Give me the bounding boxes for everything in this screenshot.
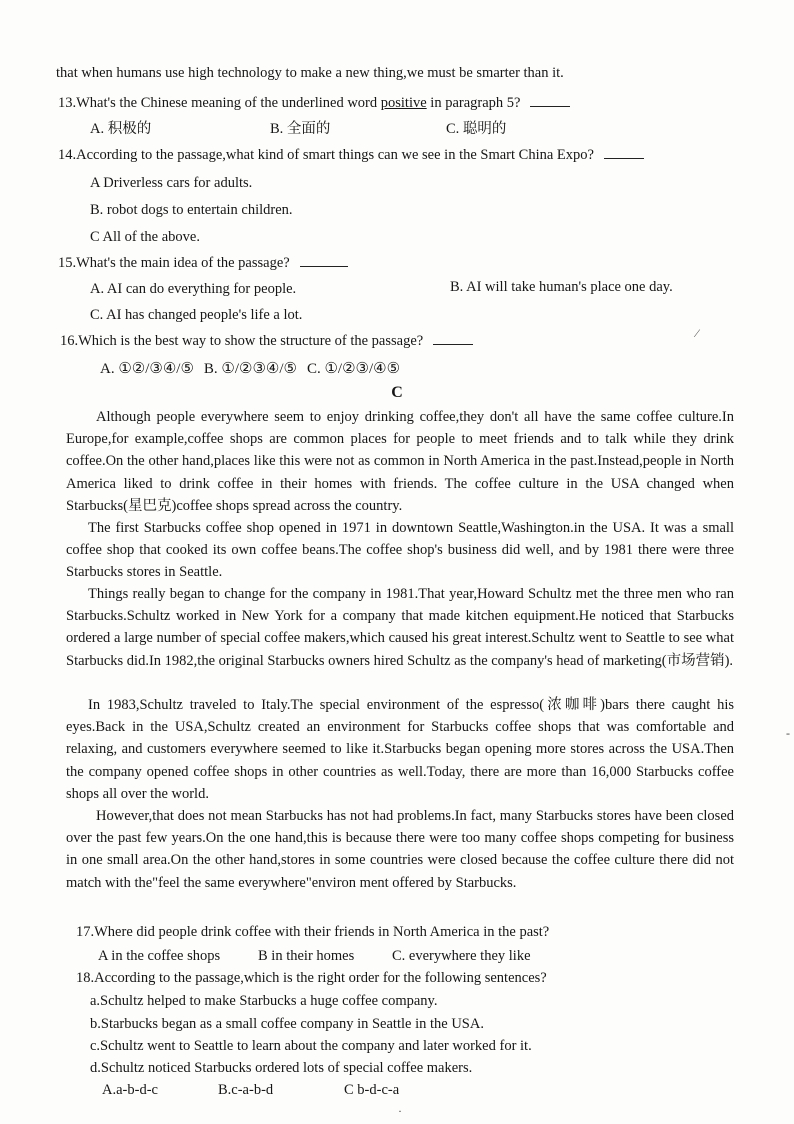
q17-option-b: B in their homes xyxy=(258,948,355,964)
q15-option-c: C. AI has changed people's life a lot. xyxy=(90,307,303,323)
passage-paragraph-1: Although people everywhere seem to enjoy drinking coffee,they don't all have the same coffee culture.In Europe,for example,coffee shops are common places for people to meet friends and to talk while they drink coffee.On the other hand,places like this were not as common in North America in the past.Instead,people in North America liked to drink coffee in their homes with friends. The coffee culture in the USA changed when Starbucks(星巴克)coffee shops spread across the country. xyxy=(66,409,734,514)
q18-option-b: B.c-a-b-d xyxy=(218,1082,274,1098)
q18-sentence-d: d.Schultz noticed Starbucks ordered lots of special coffee makers. xyxy=(90,1060,473,1076)
question-13 xyxy=(58,92,570,114)
q14-option-a: A Driverless cars for adults. xyxy=(90,175,253,191)
question-15-text: 15.What's the main idea of the passage? xyxy=(58,255,290,271)
q16-option-a: A. ①②/③④/⑤ xyxy=(100,361,194,377)
question-17: 17.Where did people drink coffee with their friends in North America in the past? xyxy=(76,924,550,940)
answer-blank-14[interactable] xyxy=(604,146,644,159)
question-14-text: 14.According to the passage,what kind of smart things can we see in the Smart China Expo? xyxy=(58,147,594,163)
question-13-suffix: in paragraph 5? xyxy=(426,95,521,111)
q16-option-b: B. ①/②③④/⑤ xyxy=(203,361,297,377)
q15-option-b: B. AI will take human's place one day. xyxy=(450,279,673,295)
q13-option-c: C. 聪明的 xyxy=(446,121,507,137)
passage-paragraph-3: Things really began to change for the company in 1981.That year,Howard Schultz met the three men who ran Starbucks.Schultz worked in New York for a company that made kitchen equipment.He noticed that Starbucks ordered a large number of special coffee makers,which caused his great interest.Schultz went to Seattle to see what Starbucks did.In 1982,the original Starbucks owners hired Schultz as the company's head of marketing(市场营销). xyxy=(66,586,734,669)
question-18: 18.According to the passage,which is the right order for the following sentences? xyxy=(76,970,547,986)
q16-options xyxy=(100,358,400,380)
question-16 xyxy=(60,330,473,352)
q14-option-c: C All of the above. xyxy=(90,229,200,245)
q18-sentence-c: c.Schultz went to Seattle to learn about the company and later worked for it. xyxy=(90,1038,532,1054)
previous-passage-last-line: that when humans use high technology to make a new thing,we must be smarter than it. xyxy=(56,65,564,81)
answer-blank-15[interactable] xyxy=(300,254,348,267)
answer-blank-13[interactable] xyxy=(530,94,570,107)
question-15 xyxy=(58,252,348,274)
edge-mark: - xyxy=(786,726,790,740)
q18-option-c: C b-d-c-a xyxy=(344,1082,400,1098)
passage-paragraph-5: However,that does not mean Starbucks has not had problems.In fact, many Starbucks stores have been closed over the past few years.On the one hand,this is because there were too many coffee shops competing for business in one small area.On the other hand,stores in some countries were closed because the coffee culture there did not match with the"feel the same everywhere"environ ment offered by Starbucks. xyxy=(66,808,734,891)
passage-paragraph-4: In 1983,Schultz traveled to Italy.The special environment of the espresso(浓咖啡)bars there caught his eyes.Back in the USA,Schultz created an environment for Starbucks coffee shops that was comfortable and relaxing, and customers everywhere seemed to like it.Starbucks began opening more stores across the USA.Then the company opened coffee shops in other countries as well.Today, there are more than 16,000 Starbucks coffee shops all over the world. xyxy=(66,697,734,802)
answer-blank-16[interactable] xyxy=(433,332,473,345)
q16-option-c: C. ①/②③/④⑤ xyxy=(306,361,401,377)
question-14 xyxy=(58,144,644,166)
q17-option-a: A in the coffee shops xyxy=(98,948,221,964)
q13-option-b: B. 全面的 xyxy=(270,121,331,137)
q18-option-a: A.a-b-d-c xyxy=(102,1082,158,1098)
q17-option-c: C. everywhere they like xyxy=(392,948,531,964)
question-16-text: 16.Which is the best way to show the structure of the passage? xyxy=(60,333,424,349)
underlined-word: positive xyxy=(380,95,427,111)
q14-option-b: B. robot dogs to entertain children. xyxy=(90,202,293,218)
q18-sentence-b: b.Starbucks began as a small coffee company in Seattle in the USA. xyxy=(90,1016,484,1032)
scan-speck: · xyxy=(398,1104,402,1118)
section-c-heading: C xyxy=(391,384,403,401)
passage-paragraph-2: The first Starbucks coffee shop opened in 1971 in downtown Seattle,Washington.in the USA. It was a small coffee shop that cooked its own coffee beans.The coffee shop's business did well, and by 1981 there were three Starbucks stores in Seattle. xyxy=(66,520,734,581)
q13-option-a: A. 积极的 xyxy=(90,121,152,137)
q18-sentence-a: a.Schultz helped to make Starbucks a huge coffee company. xyxy=(90,993,438,1009)
question-13-prefix: 13.What's the Chinese meaning of the underlined word xyxy=(58,95,381,111)
stray-pen-mark: ⁄ xyxy=(696,326,699,340)
q15-option-a: A. AI can do everything for people. xyxy=(90,281,297,297)
